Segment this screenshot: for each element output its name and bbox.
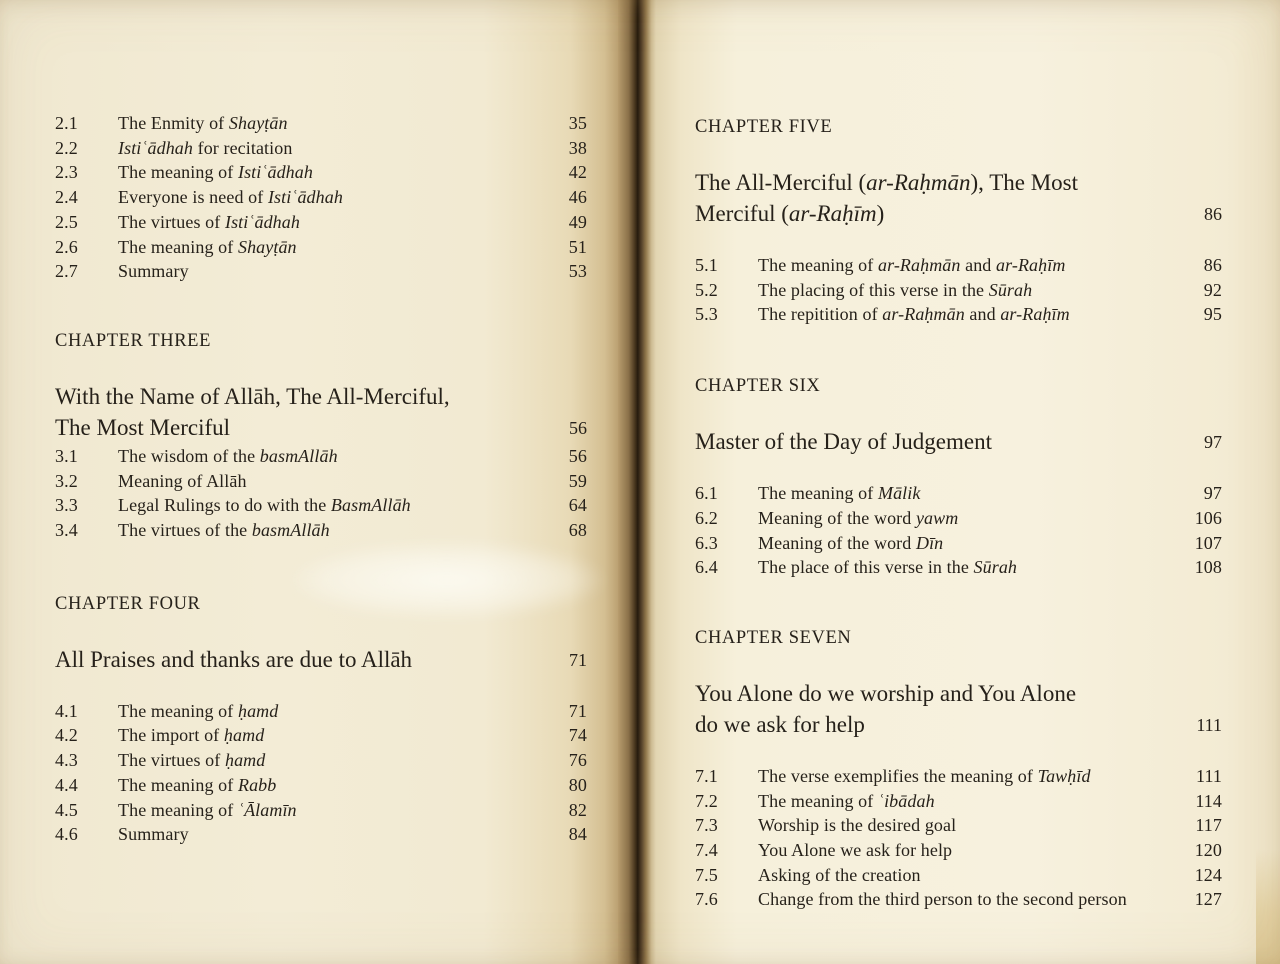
entry-title: Change from the third person to the second person (758, 889, 1127, 910)
chapter-heading-five: CHAPTER FIVE (695, 117, 833, 137)
page-number: 124 (1194, 864, 1222, 885)
chapter-six-title-block (695, 426, 1222, 457)
chapter-heading-seven: CHAPTER SEVEN (695, 627, 852, 648)
entry-title: The meaning of ḥamd (118, 700, 279, 721)
section-number: 7.4 (695, 840, 718, 861)
entry-title: The meaning of ʿibādah (758, 790, 935, 811)
chapter-heading-four: CHAPTER FOUR (55, 593, 201, 614)
section-number: 2.1 (55, 113, 78, 133)
toc-entry (695, 838, 1222, 863)
toc-entry (695, 481, 1222, 506)
chapter-five-title-block (695, 167, 1222, 229)
page-number: 38 (568, 137, 587, 158)
page-number: 95 (1203, 304, 1222, 325)
toc-entry (55, 822, 587, 847)
entry-title: The placing of this verse in the Sūrah (758, 279, 1033, 300)
page-number: 68 (568, 520, 587, 541)
chapter-title-line: do we ask for help (695, 711, 865, 737)
toc-entry (55, 111, 587, 136)
section-number: 3.2 (55, 470, 78, 491)
chapter2-entries (55, 111, 587, 284)
section-number: 2.4 (55, 187, 78, 208)
toc-entry (695, 887, 1222, 912)
section-number: 4.1 (55, 700, 78, 721)
page-number: 97 (1204, 432, 1222, 453)
entry-title: Legal Rulings to do with the BasmAllāh (118, 495, 411, 516)
chapter-title (695, 426, 1180, 457)
toc-entry (55, 469, 587, 494)
section-number: 5.3 (695, 304, 718, 325)
toc-entry (55, 699, 587, 724)
page-number: 114 (1195, 790, 1222, 811)
section-number: 4.4 (55, 774, 78, 795)
section-number: 2.2 (55, 137, 78, 158)
entry-title: Worship is the desired goal (758, 815, 957, 836)
page-number: 108 (1194, 557, 1222, 578)
page-number: 86 (1203, 255, 1222, 275)
chapter-heading-six: CHAPTER SIX (695, 376, 821, 397)
page-number: 111 (1196, 765, 1222, 786)
section-number: 3.3 (55, 495, 78, 516)
chapter-title-line: With the Name of Allāh, The All-Merciful, (55, 383, 450, 409)
entry-title: The Enmity of Shayṭān (118, 113, 288, 133)
page-number: 51 (568, 236, 587, 257)
toc-entry (695, 253, 1222, 278)
chapter5-entries (695, 253, 1222, 327)
chapter3-entries (55, 444, 587, 543)
entry-title: You Alone we ask for help (758, 840, 953, 861)
section-number: 6.2 (695, 507, 718, 528)
section-number: 2.7 (55, 261, 78, 282)
entry-title: The virtues of ḥamd (118, 750, 266, 771)
chapter-title (695, 678, 1180, 740)
section-number: 4.2 (55, 725, 78, 746)
chapter6-entries (695, 481, 1222, 580)
entry-title: The meaning of Istiʿādhah (118, 162, 313, 183)
toc-entry (55, 444, 587, 469)
page-number: 92 (1203, 279, 1222, 300)
page-number: 71 (568, 700, 587, 721)
chapter7-entries (695, 764, 1222, 912)
toc-entry (695, 789, 1222, 814)
entry-title: Summary (118, 824, 189, 845)
section-number: 6.4 (695, 557, 718, 578)
section-number: 7.2 (695, 790, 718, 811)
toc-entry (55, 723, 587, 748)
entry-title: Istiʿādhah for recitation (118, 137, 293, 158)
left-page-content (55, 0, 587, 847)
page-number: 117 (1195, 815, 1222, 836)
section-number: 3.1 (55, 445, 78, 466)
chapter-title-line: The Most Merciful (55, 414, 231, 440)
entry-title: The meaning of Rabb (118, 774, 277, 795)
toc-entry (695, 278, 1222, 303)
toc-entry (55, 210, 587, 235)
entry-title: The virtues of Istiʿādhah (118, 211, 300, 232)
entry-title: The repitition of ar-Raḥmān and ar-Raḥīm (758, 304, 1070, 325)
chapter-four-title-block (55, 644, 587, 675)
page-number: 76 (568, 750, 587, 771)
toc-entry (55, 235, 587, 260)
toc-entry (55, 136, 587, 161)
page-number: 80 (568, 774, 587, 795)
entry-title: Summary (118, 261, 189, 282)
toc-entry (695, 531, 1222, 556)
chapter-title (55, 381, 545, 443)
chapter-seven-title-block (695, 678, 1222, 740)
entry-title: The meaning of Mālik (758, 483, 921, 504)
page-number: 107 (1194, 532, 1222, 553)
right-page-content (695, 0, 1222, 912)
section-number: 4.5 (55, 799, 78, 820)
page-number: 97 (1203, 483, 1222, 504)
page-number: 64 (568, 495, 587, 516)
entry-title: Meaning of the word yawm (758, 507, 959, 528)
chapter4-entries (55, 699, 587, 847)
page-number: 106 (1194, 507, 1222, 528)
page-number: 82 (568, 799, 587, 820)
book-spine-gutter (618, 0, 656, 964)
section-number: 5.1 (695, 255, 718, 275)
toc-entry (55, 493, 587, 518)
entry-title: The meaning of ʿĀlamīn (118, 799, 297, 820)
toc-entry (695, 813, 1222, 838)
section-number: 7.5 (695, 864, 718, 885)
toc-entry (55, 185, 587, 210)
chapter-title (55, 644, 545, 675)
page-number: 74 (568, 725, 587, 746)
page-number: 127 (1194, 889, 1222, 910)
toc-entry (55, 518, 587, 543)
section-number: 6.1 (695, 483, 718, 504)
entry-title: The import of ḥamd (118, 725, 265, 746)
page-number: 56 (569, 417, 587, 438)
toc-entry (55, 160, 587, 185)
entry-title: The meaning of Shayṭān (118, 236, 297, 257)
page-number: 86 (1204, 204, 1222, 224)
chapter-heading-three: CHAPTER THREE (55, 330, 211, 351)
chapter-title-line: Merciful (ar-Raḥīm) (695, 201, 885, 226)
chapter-title-line: You Alone do we worship and You Alone (695, 680, 1077, 706)
entry-title: The virtues of the basmAllāh (118, 520, 330, 541)
section-number: 7.3 (695, 815, 718, 836)
chapter-title-line: All Praises and thanks are due to Allāh (55, 646, 413, 672)
entry-title: The meaning of ar-Raḥmān and ar-Raḥīm (758, 255, 1066, 275)
section-number: 3.4 (55, 520, 78, 541)
toc-entry (55, 773, 587, 798)
page-number: 35 (568, 113, 587, 133)
page-number: 42 (568, 162, 587, 183)
page-number: 49 (568, 211, 587, 232)
page-number: 111 (1196, 714, 1222, 735)
entry-title: Everyone is need of Istiʿādhah (118, 187, 343, 208)
entry-title: The wisdom of the basmAllāh (118, 445, 338, 466)
entry-title: The verse exemplifies the meaning of Tawḥīd (758, 765, 1091, 786)
section-number: 4.3 (55, 750, 78, 771)
page-number: 84 (568, 824, 587, 845)
page-number: 46 (568, 187, 587, 208)
section-number: 6.3 (695, 532, 718, 553)
page-number: 56 (568, 445, 587, 466)
entry-title: Meaning of the word Dīn (758, 532, 944, 553)
chapter-title (695, 167, 1180, 229)
toc-entry (695, 302, 1222, 327)
section-number: 7.6 (695, 889, 718, 910)
toc-entry (695, 863, 1222, 888)
chapter-title-line: The All-Merciful (ar-Raḥmān), The Most (695, 170, 1079, 195)
chapter-title-line: Master of the Day of Judgement (695, 429, 993, 455)
section-number: 2.6 (55, 236, 78, 257)
page-number: 120 (1194, 840, 1222, 861)
entry-title: Meaning of Allāh (118, 470, 247, 491)
section-number: 2.5 (55, 211, 78, 232)
page-edge-shadow (1256, 849, 1280, 964)
entry-title: The place of this verse in the Sūrah (758, 557, 1018, 578)
entry-title: Asking of the creation (758, 864, 921, 885)
section-number: 2.3 (55, 162, 78, 183)
page-number: 59 (568, 470, 587, 491)
toc-entry (695, 764, 1222, 789)
section-number: 4.6 (55, 824, 78, 845)
section-number: 7.1 (695, 765, 718, 786)
toc-entry (695, 506, 1222, 531)
page-number: 71 (569, 649, 587, 670)
chapter-three-title-block (55, 381, 587, 443)
toc-entry (55, 259, 587, 284)
page-number: 53 (568, 261, 587, 282)
toc-entry (55, 798, 587, 823)
section-number: 5.2 (695, 279, 718, 300)
toc-entry (695, 555, 1222, 580)
toc-entry (55, 748, 587, 773)
